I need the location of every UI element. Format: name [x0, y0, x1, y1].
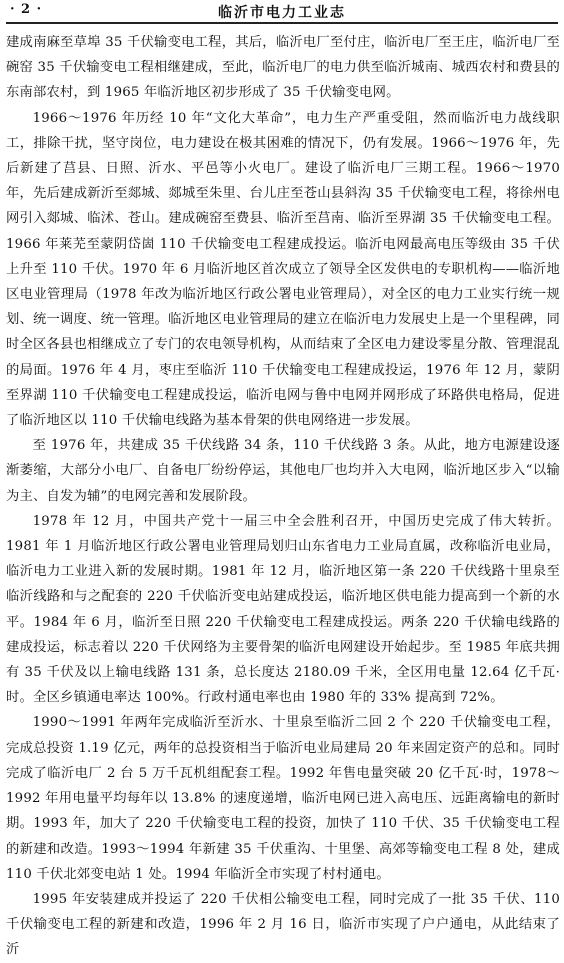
paragraph: 至 1976 年，共建成 35 千伏线路 34 条，110 千伏线路 3 条。从此，地方电源建设逐渐萎缩，大部分小电厂、自备电厂纷纷停运，其他电厂也均并入大电网，临沂地区步入“以输为主、自发为辅”的电网完善和发展阶段。 — [6, 438, 560, 504]
page-number: · 2 · — [10, 2, 43, 17]
paragraph: 1995 年安装建成并投运了 220 千伏相公输变电工程，同时完成了一批 35 千伏、110 千伏输变电工程的新建和改造，1996 年 2 月 16 日，临沂市实现了户户通电，从此结束了沂 — [6, 891, 560, 958]
body-text — [6, 30, 560, 958]
paragraph: 1966～1976 年历经 10 年“文化大革命”，电力生产严重受阻，然而临沂电力战线职工，排除干扰，坚守岗位，电力建设在极其困难的情况下，仍有发展。1966～1976 年，先后新建了莒县、日照、沂水、平邑等小火电厂。建设了临沂电厂三期工程。1966～1970 年，先后建成新沂至郯城、郯城至朱里、台儿庄至苍山县斜沟 35 千伏输变电工程，将徐州电网引入郯城、临沭、苍山。建成碗窑至费县、临沂至莒南、临沂至界湖 35 千伏输变电工程。1966 年莱芜至蒙阴岱崮 110 千伏输变电工程建成投运。临沂电网最高电压等级由 35 千伏上升至 110 千伏。1970 年 6 月临沂地区首次成立了领导全区发供电的专职机构——临沂地区电业管理局（1978 年改为临沂地区行政公署电业管理局），对全区的电力工业实行统一规划、统一调度、统一管理。临沂地区电业管理局的建立在临沂电力发展史上是一个里程碑，同时全区各县也相继成立了专门的农电领导机构，从而结束了全区电力建设零星分散、管理混乱的局面。1976 年 4 月，枣庄至临沂 110 千伏输变电工程建成投运，1976 年 12 月，蒙阴至界湖 110 千伏输变电工程建成投运，临沂电网与鲁中电网并网形成了环路供电格局，促进了临沂地区以 110 千伏输电线路为基本骨架的供电网络进一步发展。 — [6, 110, 560, 429]
paragraph: 建成南麻至草埠 35 千伏输变电工程，其后，临沂电厂至付庄，临沂电厂至王庄，临沂电厂至碗窑 35 千伏输变电工程相继建成，至此，临沂电厂的电力供至临沂城南、城西农村和费县的东南部农村，到 1965 年临沂地区初步形成了 35 千伏输变电网。 — [6, 35, 560, 101]
paragraph: 1990～1991 年两年完成临沂至沂水、十里泉至临沂二回 2 个 220 千伏输变电工程，完成总投资 1.19 亿元，两年的总投资相当于临沂电业局建局 20 年来固定资产的总和。同时完成了临沂电厂 2 台 5 万千瓦机组配套工程。1992 年售电量突破 20 亿千瓦·时，1978～1992 年用电量平均每年以 13.8% 的速度递增，临沂电网已进入高电压、远距离输电的新时期。1993 年，加大了 220 千伏输变电工程的投资，加快了 110 千伏、35 千伏输变电工程的新建和改造。1993～1994 年新建 35 千伏重沟、十里堡、高郊等输变电工程 8 处，建成 110 千伏北郊变电站 1 处。1994 年临沂全市实现了村村通电。 — [6, 715, 560, 882]
paragraph: 1978 年 12 月，中国共产党十一届三中全会胜利召开，中国历史完成了伟大转折。1981 年 1 月临沂地区行政公署电业管理局划归山东省电力工业局直属，改称临沂电业局，临沂电力工业进入新的发展时期。1981 年 12 月，临沂地区第一条 220 千伏线路十里泉至临沂线路和与之配套的 220 千伏临沂变电站建成投运，临沂地区供电能力提高到一个新的水平。1984 年 6 月，临沂至日照 220 千伏输变电工程建成投运。两条 220 千伏输电线路的建成投运，标志着以 220 千伏网络为主要骨架的临沂电网建设开始起步。至 1985 年底共拥有 35 千伏及以上输电线路 131 条，总长度达 2180.09 千米，全区用电量 12.64 亿千瓦·时。全区乡镇通电率达 100%。行政村通电率也由 1980 年的 33% 提高到 72%。 — [6, 513, 560, 706]
running-title: 临沂市电力工业志 — [218, 5, 346, 21]
page-header — [6, 0, 558, 24]
